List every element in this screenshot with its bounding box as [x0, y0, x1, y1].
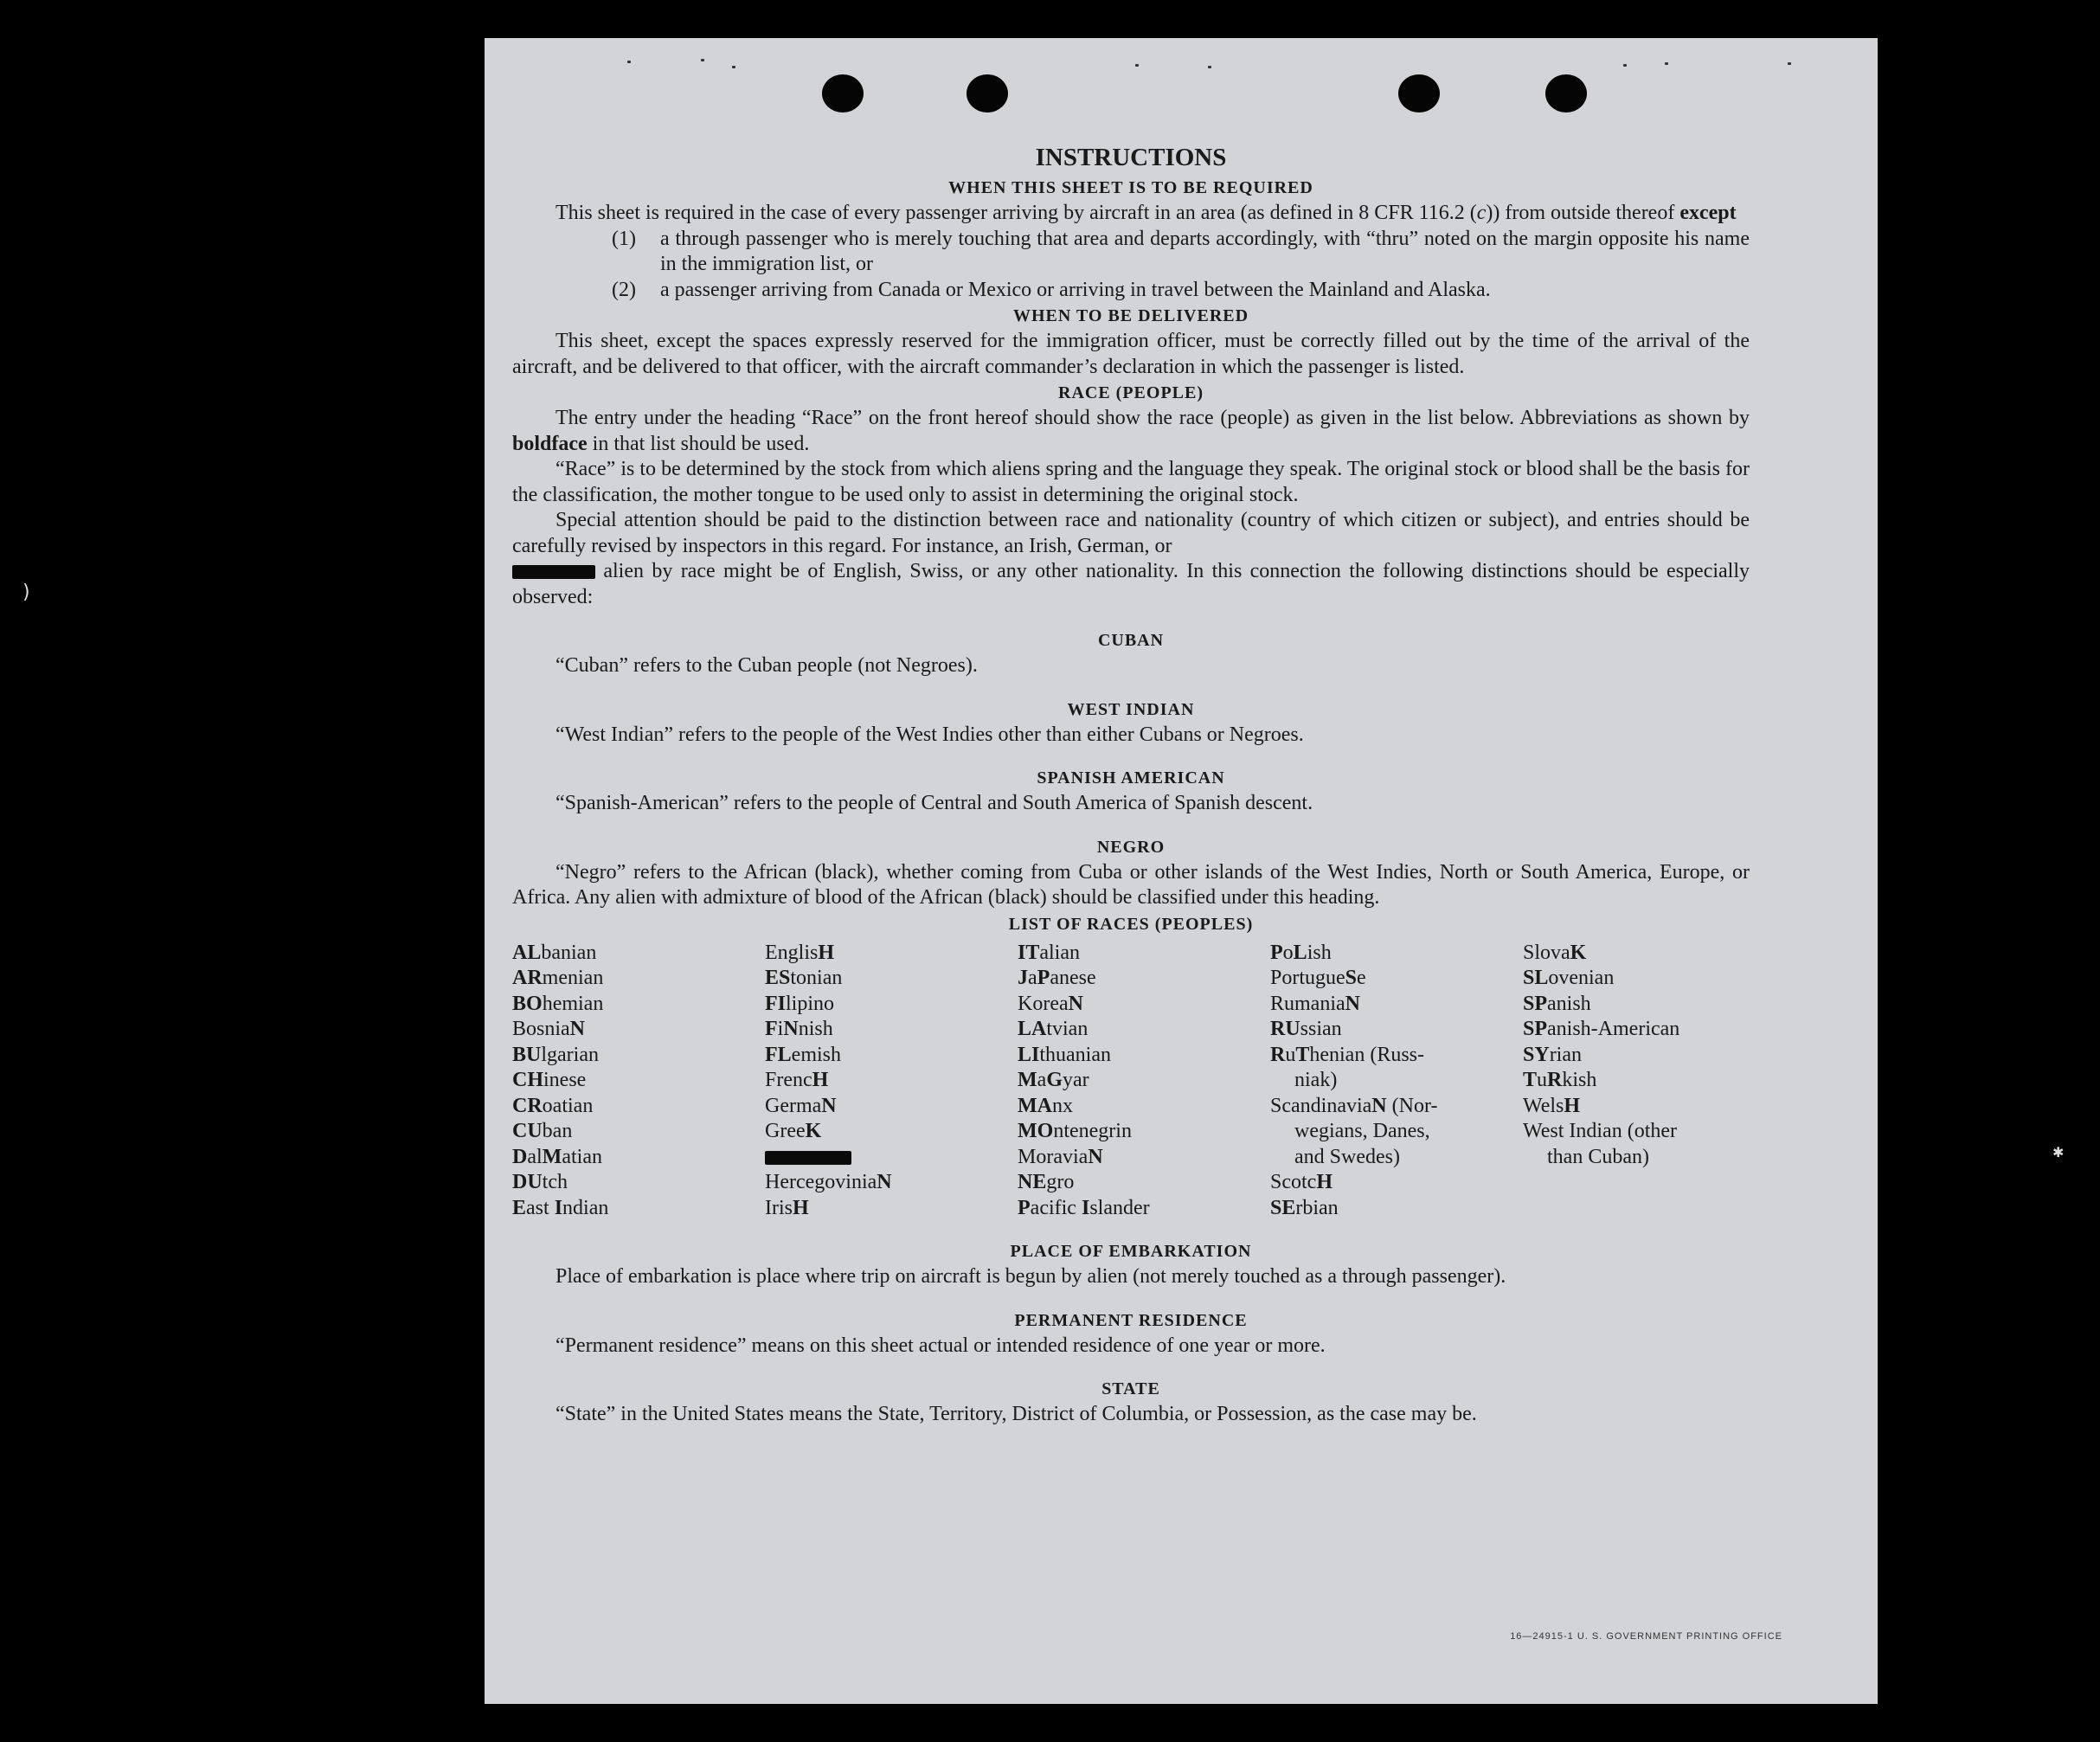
- race-abbrev: K: [805, 1120, 822, 1142]
- race-entry: [1270, 966, 1523, 992]
- race-text: nish: [798, 1018, 833, 1040]
- race-text: oatian: [542, 1094, 594, 1117]
- race-abbrev: CU: [512, 1120, 543, 1142]
- item-text: a through passenger who is merely touching that area and departs accordingly, with “thru” noted on the margin opposite his name in the immigration list, or: [660, 227, 1750, 275]
- speck: [732, 66, 735, 68]
- race-abbrev: K: [1570, 941, 1587, 964]
- race-text: emish: [791, 1043, 841, 1066]
- race-entry: [1523, 1017, 1750, 1043]
- heading-delivered: WHEN TO BE DELIVERED: [1012, 306, 1249, 325]
- race-entry: [512, 941, 765, 967]
- race-entry: [512, 1094, 765, 1120]
- race-entry: [512, 1043, 765, 1069]
- race-entry: [1270, 1068, 1523, 1094]
- race-text: henian (Russ-: [1309, 1043, 1425, 1066]
- race-abbrev: F: [765, 1018, 778, 1040]
- race-text: Wels: [1523, 1094, 1564, 1117]
- race-entry: [1018, 1094, 1270, 1120]
- races-list: [512, 941, 1750, 1222]
- race-abbrev: R: [1547, 1069, 1563, 1091]
- race-abbrev: SL: [1523, 967, 1549, 989]
- race-text: The entry under the heading “Race” on the front hereof should show the race (people) as given in the list below. Abbreviations as shown by: [556, 407, 1750, 429]
- race-text-3b: alien by race might be of English, Swiss, or any other nationality. In this connection the following distinctions should be especially observed:: [512, 560, 1750, 608]
- redaction-mark: [512, 565, 595, 579]
- race-entry: [512, 1119, 765, 1145]
- race-entry: [512, 1196, 765, 1222]
- west-indian-paragraph: “West Indian” refers to the people of the West Indies other than either Cubans or Negroes.: [556, 723, 1304, 746]
- race-entry: [1018, 1017, 1270, 1043]
- race-abbrev: P: [1037, 967, 1050, 989]
- race-abbrev: SP: [1523, 1018, 1548, 1040]
- residence-paragraph: “Permanent residence” means on this sheet actual or intended residence of one year or more.: [556, 1334, 1326, 1357]
- race-entry: [1523, 966, 1750, 992]
- spanish-american-paragraph: “Spanish-American” refers to the people of Central and South America of Spanish descent.: [556, 792, 1313, 814]
- race-abbrev: NE: [1018, 1171, 1047, 1193]
- race-text: nx: [1051, 1094, 1073, 1117]
- race-entry: [1270, 1043, 1523, 1069]
- required-text-mid: )) from outside thereof: [1486, 202, 1680, 224]
- race-abbrev: AR: [512, 967, 543, 989]
- edge-mark: ): [22, 582, 30, 603]
- punch-hole: [822, 74, 864, 112]
- race-text: al: [527, 1145, 543, 1168]
- punch-hole: [1398, 74, 1440, 112]
- race-text: slander: [1089, 1196, 1150, 1219]
- race-abbrev: H: [1564, 1094, 1581, 1117]
- race-text: thuanian: [1039, 1043, 1111, 1066]
- race-entry: [1523, 992, 1750, 1018]
- speck: [627, 61, 631, 63]
- race-entry: [765, 1119, 1018, 1145]
- race-entry: [1270, 992, 1523, 1018]
- race-abbrev: DU: [512, 1171, 543, 1193]
- race-text-after: in that list should be used.: [587, 432, 810, 455]
- race-entry: [1018, 1119, 1270, 1145]
- race-text: tvian: [1046, 1018, 1089, 1040]
- redaction-mark: [765, 1151, 851, 1165]
- heading-spanish-american: SPANISH AMERICAN: [1037, 768, 1225, 787]
- race-text: menian: [542, 967, 604, 989]
- race-entry: [765, 941, 1018, 967]
- race-text: i: [777, 1018, 784, 1040]
- race-entry: [1523, 941, 1750, 967]
- race-abbrev: D: [512, 1145, 528, 1168]
- race-abbrev: S: [1345, 967, 1358, 989]
- race-entry: [1270, 1145, 1523, 1171]
- race-text: alian: [1039, 941, 1080, 964]
- race-text: o: [1282, 941, 1294, 964]
- race-entry: [512, 992, 765, 1018]
- race-entry: [1523, 1119, 1750, 1145]
- race-text: yar: [1062, 1069, 1089, 1091]
- race-text: Scotc: [1270, 1171, 1317, 1193]
- race-text: tch: [542, 1171, 568, 1193]
- race-text: ban: [542, 1120, 573, 1142]
- race-abbrev: N: [569, 1018, 586, 1040]
- heading-required: WHEN THIS SHEET IS TO BE REQUIRED: [948, 178, 1313, 197]
- race-entry: [512, 1145, 765, 1171]
- race-text: Bosnia: [512, 1018, 570, 1040]
- race-continuation: wegians, Danes,: [1294, 1120, 1430, 1142]
- list-item: [612, 227, 1750, 278]
- race-text-3a: Special attention should be paid to the distinction between race and nationality (country of which citizen or subject), and entries should be carefully revised by inspectors in this regard. For instance, an Irish, German, or: [512, 509, 1750, 557]
- race-abbrev: FI: [765, 992, 786, 1015]
- race-abbrev: E: [512, 1196, 527, 1219]
- race-text: gro: [1046, 1171, 1075, 1193]
- heading-state: STATE: [1101, 1379, 1160, 1398]
- race-text: Portugue: [1270, 967, 1345, 989]
- race-text: u: [1537, 1069, 1548, 1091]
- edge-mark: ✱: [2052, 1144, 2065, 1160]
- race-abbrev: G: [1046, 1069, 1063, 1091]
- speck: [701, 59, 704, 61]
- race-abbrev: N: [877, 1171, 892, 1193]
- race-text: ndian: [562, 1196, 609, 1219]
- race-entry: [1018, 1068, 1270, 1094]
- race-text: u: [1285, 1043, 1296, 1066]
- race-entry: [765, 966, 1018, 992]
- speck: [1208, 66, 1211, 68]
- race-abbrev: M: [1018, 1069, 1037, 1091]
- race-abbrev: SE: [1270, 1196, 1296, 1219]
- race-text: anish: [1547, 992, 1591, 1015]
- race-text: Slova: [1523, 941, 1570, 964]
- race-text: Korea: [1018, 992, 1069, 1015]
- race-entry: [1270, 1094, 1523, 1120]
- heading-embarkation: PLACE OF EMBARKATION: [1010, 1242, 1252, 1261]
- race-abbrev: N: [1345, 992, 1360, 1015]
- race-entry: [765, 1196, 1018, 1222]
- race-abbrev: SY: [1523, 1043, 1550, 1066]
- punch-hole: [1545, 74, 1587, 112]
- race-continuation: niak): [1294, 1069, 1338, 1091]
- race-text: Englis: [765, 941, 819, 964]
- race-text: rbian: [1295, 1196, 1339, 1219]
- race-entry: [1270, 1119, 1523, 1145]
- race-entry: [765, 1068, 1018, 1094]
- race-abbrev: MA: [1018, 1094, 1052, 1117]
- race-abbrev: T: [1295, 1043, 1310, 1066]
- race-abbrev: AL: [512, 941, 542, 964]
- race-entry: [1018, 1170, 1270, 1196]
- race-abbrev: IT: [1018, 941, 1040, 964]
- race-entry: [1018, 1196, 1270, 1222]
- race-entry: [765, 1017, 1018, 1043]
- race-abbrev: H: [793, 1196, 809, 1219]
- race-bold: boldface: [512, 432, 588, 455]
- race-text: e: [1357, 967, 1366, 989]
- race-entry: [1270, 1017, 1523, 1043]
- state-paragraph: “State” in the United States means the State, Territory, District of Columbia, or Possession, as the case may be.: [556, 1403, 1477, 1425]
- race-abbrev: I: [1081, 1196, 1090, 1219]
- race-entry: [1270, 941, 1523, 967]
- race-paragraph-1: [512, 406, 1750, 457]
- race-abbrev: FL: [765, 1043, 792, 1066]
- race-column: [512, 941, 765, 1222]
- race-abbrev: SP: [1523, 992, 1548, 1015]
- race-entry: [1018, 966, 1270, 992]
- race-entry: [1018, 1145, 1270, 1171]
- item-text: a passenger arriving from Canada or Mexico or arriving in travel between the Mainland and Alaska.: [660, 278, 1491, 301]
- race-column: [765, 941, 1018, 1222]
- item-number: (1): [612, 227, 636, 250]
- race-text: ssian: [1300, 1018, 1342, 1040]
- race-text: Moravia: [1018, 1145, 1089, 1168]
- race-text: (Nor-: [1386, 1094, 1438, 1117]
- race-text: inese: [543, 1069, 587, 1091]
- instructions-content: [512, 140, 1750, 1428]
- race-entry: [1523, 1068, 1750, 1094]
- race-abbrev: M: [542, 1145, 562, 1168]
- race-abbrev: ES: [765, 967, 791, 989]
- race-entry: [765, 1170, 1018, 1196]
- race-entry: [1270, 1196, 1523, 1222]
- race-abbrev: BO: [512, 992, 543, 1015]
- speck: [1665, 62, 1668, 65]
- race-abbrev: N: [783, 1018, 799, 1040]
- race-text: Hercegovinia: [765, 1171, 877, 1193]
- race-entry: [1270, 1170, 1523, 1196]
- speck: [1135, 64, 1139, 67]
- negro-paragraph: “Negro” refers to the African (black), whether coming from Cuba or other islands of the West Indies, North or South America, Europe, or Africa. Any alien with admixture of blood of the African (black) should be classified under this heading.: [512, 860, 1750, 909]
- race-text: ovenian: [1548, 967, 1615, 989]
- race-text: lgarian: [541, 1043, 599, 1066]
- race-abbrev: H: [1316, 1171, 1333, 1193]
- race-text: ish: [1307, 941, 1332, 964]
- race-text: Gree: [765, 1120, 806, 1142]
- race-abbrev: R: [1270, 1043, 1286, 1066]
- page-title: INSTRUCTIONS: [1035, 144, 1227, 171]
- race-abbrev: N: [1371, 1094, 1387, 1117]
- race-text: Rumania: [1270, 992, 1345, 1015]
- heading-race: RACE (PEOPLE): [1058, 383, 1204, 402]
- race-abbrev: N: [1068, 992, 1083, 1015]
- race-abbrev: LA: [1018, 1018, 1047, 1040]
- race-paragraph-3: [512, 508, 1750, 610]
- race-text: acific: [1030, 1196, 1082, 1219]
- race-entry: [1018, 1043, 1270, 1069]
- required-italic: c: [1476, 202, 1487, 224]
- race-entry: [512, 966, 765, 992]
- race-entry: [765, 1145, 1018, 1171]
- race-abbrev: T: [1523, 1069, 1538, 1091]
- race-abbrev: I: [554, 1196, 563, 1219]
- race-text: kish: [1562, 1069, 1597, 1091]
- race-text: Frenc: [765, 1069, 812, 1091]
- race-text: a: [1037, 1069, 1047, 1091]
- race-text: West Indian (other: [1523, 1120, 1678, 1142]
- heading-west-indian: WEST INDIAN: [1067, 699, 1195, 719]
- race-continuation: than Cuban): [1547, 1145, 1649, 1168]
- delivered-paragraph: This sheet, except the spaces expressly reserved for the immigration officer, must be correctly filled out by the time of the arrival of the aircraft, and be delivered to that officer, with the aircraft commander’s declaration in which the passenger is listed.: [512, 330, 1750, 378]
- required-paragraph: [512, 201, 1750, 227]
- item-number: (2): [612, 278, 636, 301]
- race-entry: [512, 1017, 765, 1043]
- race-abbrev: CR: [512, 1094, 543, 1117]
- race-entry: [512, 1170, 765, 1196]
- race-abbrev: BU: [512, 1043, 542, 1066]
- race-continuation: and Swedes): [1294, 1145, 1400, 1168]
- heading-negro: NEGRO: [1096, 837, 1166, 857]
- list-item: [612, 278, 1750, 304]
- speck: [1788, 62, 1791, 65]
- race-abbrev: RU: [1270, 1018, 1300, 1040]
- race-text: ast: [526, 1196, 555, 1219]
- race-text: Scandinavia: [1270, 1094, 1372, 1117]
- race-abbrev: J: [1018, 967, 1028, 989]
- race-entry: [765, 1094, 1018, 1120]
- punch-hole: [967, 74, 1008, 112]
- race-text: banian: [541, 941, 597, 964]
- race-text: rian: [1549, 1043, 1582, 1066]
- race-abbrev: LI: [1018, 1043, 1040, 1066]
- race-text: anese: [1050, 967, 1096, 989]
- print-code: 16—24915-1 U. S. GOVERNMENT PRINTING OFFICE: [1510, 1631, 1782, 1642]
- race-entry: [1523, 1043, 1750, 1069]
- race-text: Iris: [765, 1196, 793, 1219]
- race-text: anish-American: [1547, 1018, 1680, 1040]
- embarkation-paragraph: Place of embarkation is place where trip on aircraft is begun by alien (not merely touched as a through passenger).: [556, 1265, 1506, 1288]
- race-abbrev: L: [1293, 941, 1307, 964]
- race-abbrev: H: [812, 1069, 829, 1091]
- race-entry: [1018, 941, 1270, 967]
- race-text: ntenegrin: [1053, 1120, 1132, 1142]
- race-text: tonian: [790, 967, 843, 989]
- race-abbrev: N: [1088, 1145, 1103, 1168]
- race-abbrev: P: [1270, 941, 1283, 964]
- race-entry: [1523, 1145, 1750, 1171]
- race-text: hemian: [542, 992, 604, 1015]
- race-abbrev: H: [818, 941, 835, 964]
- speck: [1623, 64, 1627, 67]
- race-entry: [1018, 992, 1270, 1018]
- race-abbrev: MO: [1018, 1120, 1054, 1142]
- race-column: [1270, 941, 1523, 1222]
- race-text: Germa: [765, 1094, 822, 1117]
- race-text: lipino: [786, 992, 835, 1015]
- race-entry: [1523, 1094, 1750, 1120]
- required-bold: except: [1679, 202, 1737, 224]
- cuban-paragraph: “Cuban” refers to the Cuban people (not Negroes).: [556, 654, 978, 677]
- race-entry: [765, 1043, 1018, 1069]
- heading-residence: PERMANENT RESIDENCE: [1014, 1310, 1248, 1330]
- race-paragraph-2: “Race” is to be determined by the stock from which aliens spring and the language they speak. The original stock or blood shall be the basis for the classification, the mother tongue to be used only to assist in determining the original stock.: [512, 458, 1750, 506]
- race-column: [1523, 941, 1750, 1222]
- race-entry: [512, 1068, 765, 1094]
- race-text: atian: [562, 1145, 602, 1168]
- heading-cuban: CUBAN: [1097, 631, 1165, 650]
- heading-list-of-races: LIST OF RACES (PEOPLES): [1008, 914, 1254, 934]
- document-page: [485, 38, 1878, 1704]
- race-entry: [765, 992, 1018, 1018]
- race-abbrev: CH: [512, 1069, 543, 1091]
- race-text: a: [1028, 967, 1037, 989]
- race-column: [1018, 941, 1270, 1222]
- required-text: This sheet is required in the case of every passenger arriving by aircraft in an area (as defined in 8 CFR 116.2 (: [556, 202, 1477, 224]
- race-abbrev: P: [1018, 1196, 1031, 1219]
- race-abbrev: N: [821, 1094, 837, 1117]
